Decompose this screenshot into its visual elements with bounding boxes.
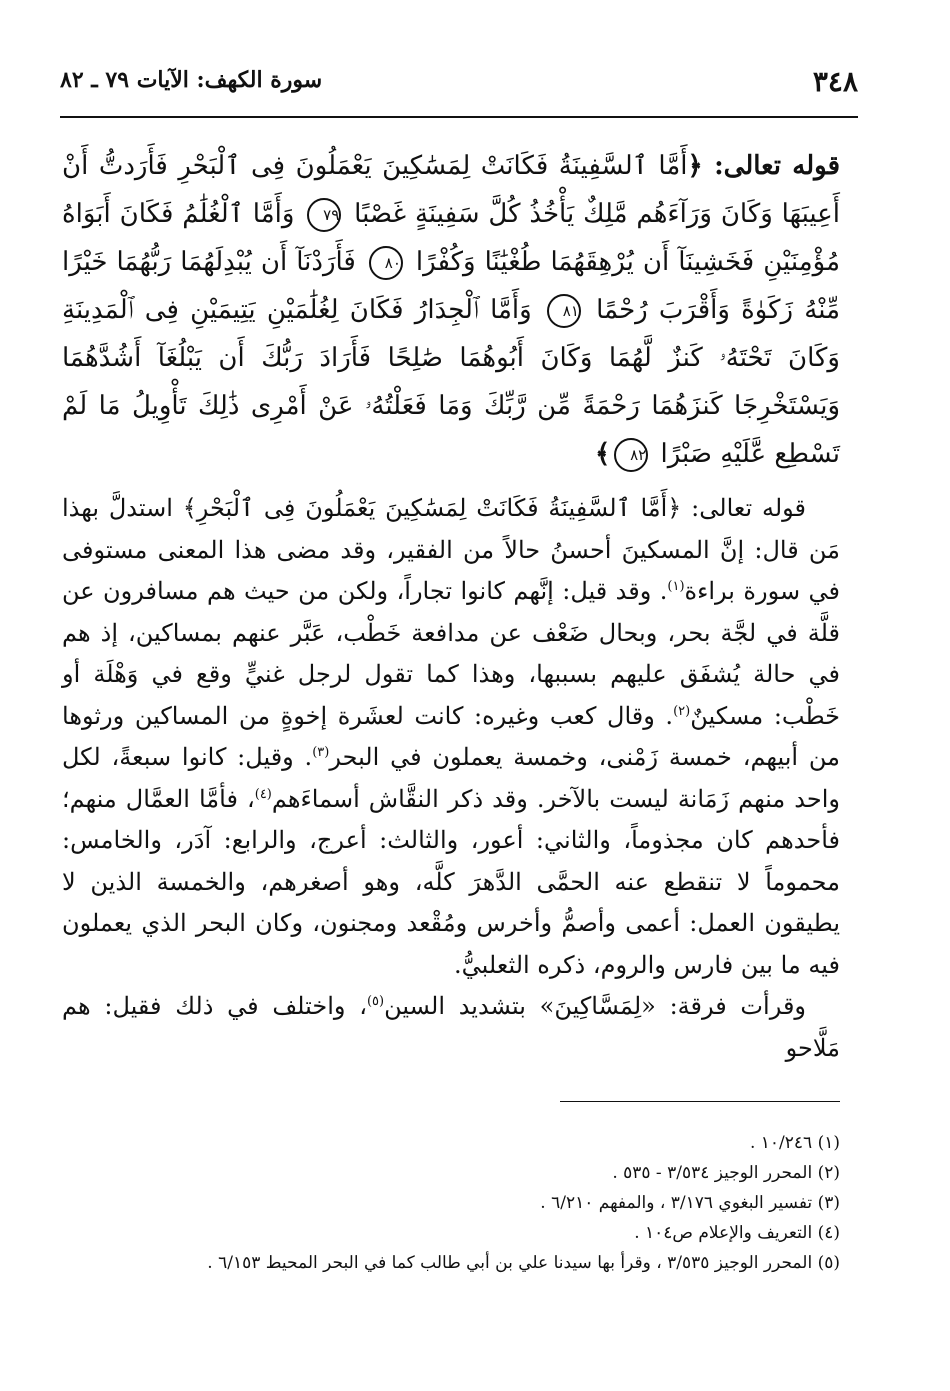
footnote-item xyxy=(62,1188,840,1218)
commentary-text: ، واختلف في ذلك فقيل: هم مَلَّاحو xyxy=(62,992,840,1062)
footnote-number: (٤) xyxy=(817,1223,840,1243)
header-divider xyxy=(60,116,858,118)
footnote-number: (٣) xyxy=(817,1193,840,1213)
footnote-text: المحرر الوجيز ٣/٥٣٥ ، وقرأ بها سيدنا علي بن أبي طالب كما في البحر المحيط ٦/١٥٣ . xyxy=(207,1253,813,1273)
running-title: سورة الكهف: الآيات ٧٩ ـ ٨٢ xyxy=(60,67,323,93)
footnote-text: ١٠/٢٤٦ . xyxy=(749,1133,813,1153)
quote-close-bracket: ﴾ xyxy=(182,494,197,522)
verse-lead: قوله تعالى: xyxy=(702,151,840,181)
footnote-item xyxy=(62,1158,840,1188)
verse-segment: وَأَمَّا ٱلْغُلَٰمُ فَكَانَ أَبَوَاهُ مُؤْمِنَيْنِ فَخَشِينَآ أَن يُرْهِقَهُمَا طُغْيَٰنًا وَكُفْرًا xyxy=(62,199,841,277)
footnote-ref: (٢) xyxy=(673,703,691,719)
commentary-text: ، فأمَّا العمَّال منهم؛ فأحدهم كان مجذوماً، والثاني: أعور، والثالث: أعرج، والرابع: آدَر، والخامس: محموماً لا تنقطع عنه الحمَّى الدَّهرَ كلَّه، وهو أصغرهم، والخمسة الذين لا يطيقون العمل: أعمى وأصمُّ وأخرس ومُقْعد ومجنون، وكان البحر الذي يعملون فيه ما بين فارس والروم، ذكره الثعلبيُّ. xyxy=(62,784,840,979)
footnotes xyxy=(62,1128,840,1278)
footnote-item xyxy=(62,1218,840,1248)
footnote-text: تفسير البغوي ٣/١٧٦ ، والمفهم ٦/٢١٠ . xyxy=(540,1193,813,1213)
ayah-number-mark: ٨١ xyxy=(547,294,581,328)
verse-open-bracket: ﴿ xyxy=(687,151,703,181)
ayah-number-mark: ٨٠ xyxy=(369,246,403,280)
commentary-text: . وقال كعب وغيره: كانت لعشَرة إخوةٍ من المساكين ورثوها من أبيهم، خمسة زَمْنى، وخمسة يعملون في البحر xyxy=(62,701,840,771)
commentary-text: وقرأت فرقة: «لِمَسَّاكِينَ» بتشديد السين xyxy=(384,992,806,1020)
verse-close-bracket: ﴾ xyxy=(594,439,611,469)
verse-segment: فَأَرَدْنَآ أَن يُبْدِلَهُمَا رَبُّهُمَا خَيْرًا مِّنْهُ زَكَوٰةً وَأَقْرَبَ رُحْمًا xyxy=(62,247,841,325)
ayah-number-mark: ٨٢ xyxy=(614,438,648,472)
commentary-text: . وقيل: كانوا سبعةً، لكل واحد منهم زَمَانة ليست بالآخر. وقد ذكر النقَّاش أسماءَهم xyxy=(62,743,841,813)
verse-segment: أَمَّا ٱلسَّفِينَةُ فَكَانَتْ لِمَسَٰكِينَ يَعْمَلُونَ فِى ٱلْبَحْرِ فَأَرَدتُّ أَنْ أَعِيبَهَا وَكَانَ وَرَآءَهُم مَّلِكٌ يَأْخُذُ كُلَّ سَفِينَةٍ غَصْبًا xyxy=(62,151,840,229)
page-header xyxy=(60,62,858,116)
verse-segment: وَأَمَّا ٱلْجِدَارُ فَكَانَ لِغُلَٰمَيْنِ يَتِيمَيْنِ فِى ٱلْمَدِينَةِ وَكَانَ تَحْتَهُۥ كَنزٌ لَّهُمَا وَكَانَ أَبُوهُمَا صَٰلِحًا فَأَرَادَ رَبُّكَ أَن يَبْلُغَآ أَشُدَّهُمَا وَيَسْتَخْرِجَا كَنزَهُمَا رَحْمَةً مِّن رَّبِّكَ وَمَا فَعَلْتُهُۥ عَنْ أَمْرِى ذَٰلِكَ تَأْوِيلُ مَا لَمْ تَسْطِع عَّلَيْهِ صَبْرًا xyxy=(62,295,840,469)
commentary-lead: قوله تعالى: xyxy=(681,494,806,522)
footnote-item xyxy=(62,1248,840,1278)
footnote-divider xyxy=(560,1101,840,1102)
footnote-item xyxy=(62,1128,840,1158)
page-number: ٣٤٨ xyxy=(812,65,858,98)
commentary-text: . وقد قيل: إنَّهم كانوا تجاراً، ولكن من حيث هم مسافرون عن قلَّة في لجَّة بحر، وبحال ضَعْف عن مدافعة خَطْب، عَبَّر عنهم بمساكين، إذ هم في حالة يُشفَق عليهم بسببها، وهذا كما تقول لرجل غنيٍّ وقع في وَهْلَة أو خَطْب: مسكينٌ xyxy=(62,577,840,730)
footnote-ref: (٣) xyxy=(312,745,330,760)
quran-verse-block xyxy=(62,142,840,478)
ayah-number-mark: ٧٩ xyxy=(307,198,341,232)
footnote-text: المحرر الوجيز ٣/٥٣٤ - ٥٣٥ . xyxy=(612,1163,813,1183)
quote-open-bracket: ﴿ xyxy=(667,494,682,522)
footnote-number: (٥) xyxy=(817,1253,840,1273)
footnote-text: التعريف والإعلام ص١٠٤ . xyxy=(634,1223,813,1243)
footnote-number: (٢) xyxy=(817,1163,840,1183)
footnote-ref: (٥) xyxy=(366,994,385,1009)
footnote-number: (١) xyxy=(817,1133,840,1153)
quoted-verse: أَمَّا ٱلسَّفِينَةُ فَكَانَتْ لِمَسَٰكِينَ يَعْمَلُونَ فِى ٱلْبَحْرِ xyxy=(196,494,668,522)
commentary-paragraph xyxy=(62,488,840,986)
commentary-text: استدلَّ بهذا مَن قال: إنَّ المسكينَ أحسنُ حالاً من الفقير، وقد مضى هذا المعنى مستوفى في سورة براءة xyxy=(62,494,840,605)
commentary-paragraph xyxy=(62,986,840,1069)
main-text xyxy=(62,142,840,1069)
footnote-ref: (١) xyxy=(667,579,685,594)
footnote-ref: (٤) xyxy=(254,786,272,802)
